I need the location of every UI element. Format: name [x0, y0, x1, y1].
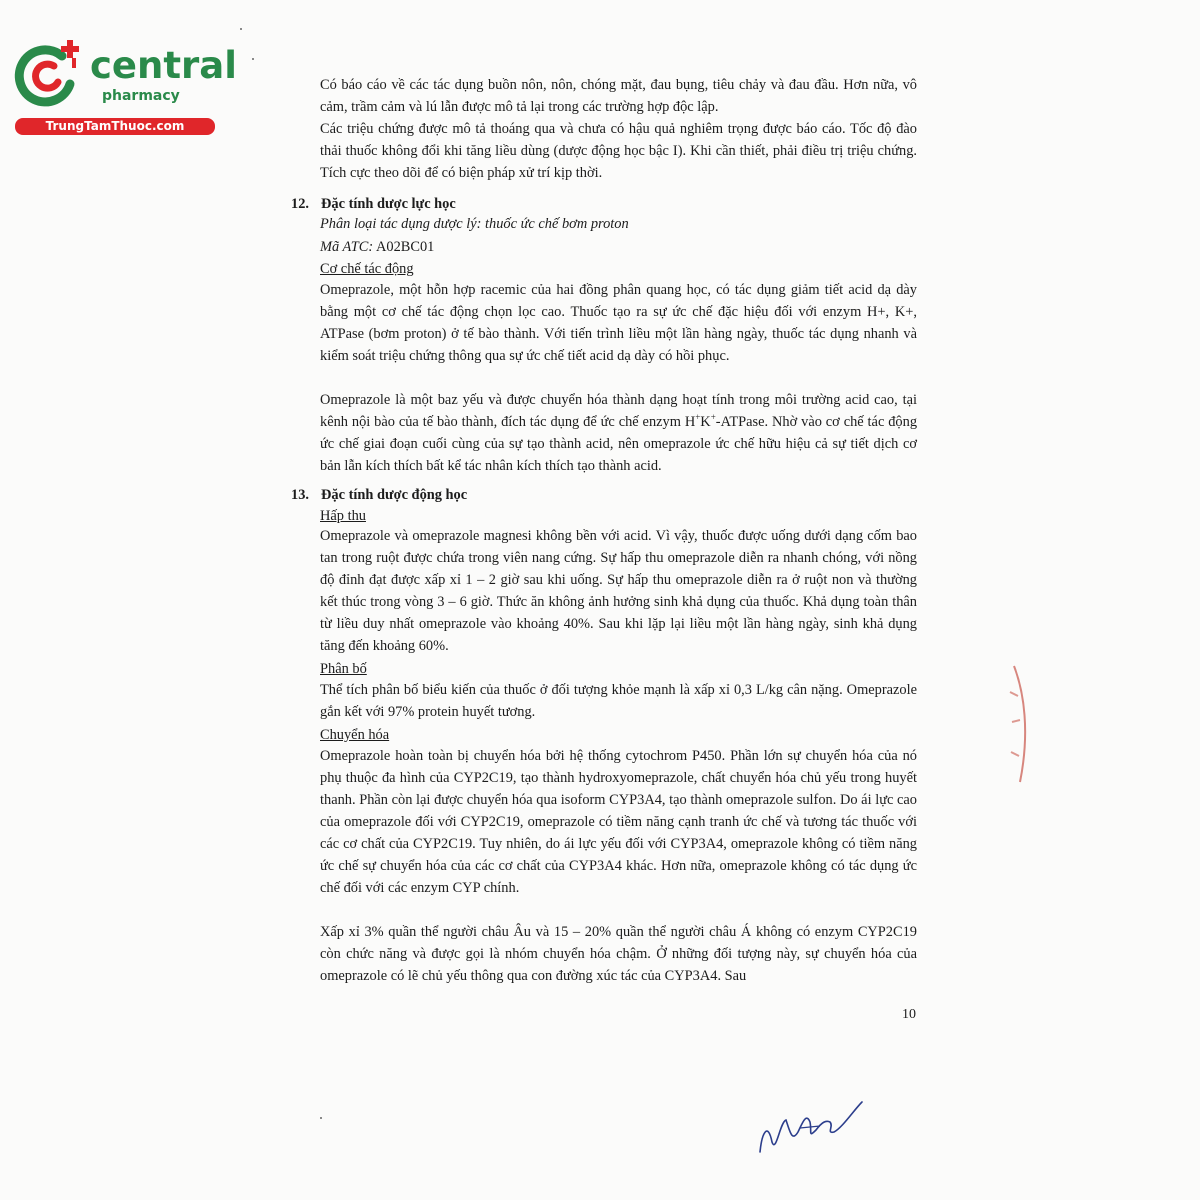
superscript-plus: + [710, 412, 716, 423]
brand-subtitle: pharmacy [102, 88, 180, 104]
mechanism-subheading: Cơ chế tác động [320, 261, 414, 277]
atc-code-line [320, 236, 434, 258]
scan-speck [240, 28, 242, 30]
metabolism-subheading: Chuyển hóa [320, 727, 390, 743]
brand-website[interactable]: TrungTamThuoc.com [15, 118, 215, 135]
red-stamp-fragment [1008, 662, 1038, 787]
scan-speck [320, 1117, 322, 1119]
brand-logo[interactable] [10, 36, 237, 136]
scan-speck [252, 58, 254, 60]
section-12-heading [291, 193, 456, 215]
overdose-paragraph-2: Các triệu chứng được mô tả thoáng qua và chưa có hậu quả nghiêm trọng được báo cáo. Tốc độ đào thải thuốc không đổi khi tăng liều dùng (dược động học bậc I). Khi cần thiết, phải điều trị triệu chứng. Tích cực theo dõi để có biện pháp xử trí kịp thời. [320, 121, 917, 181]
atc-code: A02BC01 [375, 239, 435, 255]
mechanism-paragraph-2 [320, 389, 917, 477]
pharmacological-classification: Phân loại tác dụng dược lý: thuốc ức chế bơm proton [320, 216, 629, 232]
distribution-subheading: Phân bố [320, 661, 367, 677]
mechanism-text-part: -ATPase. Nhờ vào cơ chế tác động ức chế giai đoạn cuối cùng của sự tạo thành acid, nên omeprazole ức chế hữu hiệu cả sự tiết dịch cơ bản lẫn kích thích bất kể tác nhân kích thích tạo thành acid. [320, 414, 918, 474]
page-number: 10 [902, 1007, 916, 1022]
metabolism-paragraph-1: Omeprazole hoàn toàn bị chuyển hóa bởi hệ thống cytochrom P450. Phần lớn sự chuyển hóa của nó phụ thuộc đa hình của CYP2C19, tạo thành hydroxyomeprazole, chất chuyển hóa chủ yếu trong huyết thanh. Phần còn lại được chuyển hóa qua isoform CYP3A4, tạo thành omeprazole sulfon. Do ái lực cao của omeprazole đối với CYP2C19, omeprazole có tiềm năng cạnh tranh ức chế và tương tác thuốc với các cơ chất của CYP2C19. Tuy nhiên, do ái lực yếu đối với CYP3A4, omeprazole không có tiềm năng ức chế sự chuyển hóa của các cơ chất của CYP3A4 khác. Hơn nữa, omeprazole không có tác dụng ức chế đối với các enzym CYP chính. [320, 748, 917, 896]
handwritten-signature [750, 1092, 870, 1162]
brand-name: central [90, 44, 237, 87]
mechanism-text-part: K [700, 414, 711, 430]
section-number: 13. [291, 487, 309, 503]
section-title: Đặc tính dược động học [321, 487, 468, 503]
mechanism-text-part: Omeprazole là một baz yếu và được chuyển hóa thành dạng hoạt tính trong môi trường acid cao, tại kênh nội bào của tế bào thành, đích tác dụng để ức chế enzym H [320, 392, 917, 430]
mechanism-paragraph-1: Omeprazole, một hỗn hợp racemic của hai đồng phân quang học, có tác dụng giảm tiết acid dạ dày bằng một cơ chế tác động chọn lọc cao. Thuốc tạo ra sự ức chế đặc hiệu đối với enzym H+, K+, ATPase (bơm proton) ở tế bào thành. Với tiến trình liều một lần hàng ngày, thuốc tác dụng nhanh và kiểm soát triệu chứng thông qua sự ức chế tiết acid dạ dày có hồi phục. [320, 282, 917, 364]
absorption-paragraph: Omeprazole và omeprazole magnesi không bền với acid. Vì vậy, thuốc được uống dưới dạng cốm bao tan trong ruột được chứa trong viên nang cứng. Sự hấp thu omeprazole diễn ra nhanh chóng, với nồng độ đỉnh đạt được xấp xỉ 1 – 2 giờ sau khi uống. Sự hấp thu omeprazole diễn ra ở ruột non và thường kết thúc trong vòng 3 – 6 giờ. Thức ăn không ảnh hưởng sinh khả dụng của thuốc. Khả dụng toàn thân từ liều duy nhất omeprazole vào khoảng 40%. Sau khi lặp lại liều một lần hàng ngày, sinh khả dụng tăng đến khoảng 60%. [320, 528, 917, 654]
metabolism-paragraph-2: Xấp xỉ 3% quần thể người châu Âu và 15 – 20% quần thể người châu Á không có enzym CYP2C19 còn chức năng và được gọi là nhóm chuyển hóa chậm. Ở những đối tượng này, sự chuyển hóa của omeprazole có lẽ chủ yếu thông qua con đường xúc tác của CYP3A4. Sau [320, 924, 917, 984]
distribution-paragraph: Thể tích phân bố biểu kiến của thuốc ở đối tượng khỏe mạnh là xấp xỉ 0,3 L/kg cân nặng. Omeprazole gắn kết với 97% protein huyết tương. [320, 682, 917, 720]
section-title: Đặc tính dược lực học [321, 196, 456, 212]
section-number: 12. [291, 196, 309, 212]
section-13-heading [291, 484, 467, 506]
overdose-paragraph-1: Có báo cáo về các tác dụng buồn nôn, nôn, chóng mặt, đau bụng, tiêu chảy và đau đầu. Hơn nữa, vô cảm, trầm cảm và lú lẫn được mô tả lại trong các trường hợp độc lập. [320, 77, 917, 115]
absorption-subheading: Hấp thu [320, 508, 366, 524]
pharmacy-cross-icon [10, 36, 90, 116]
superscript-plus: + [695, 412, 701, 423]
atc-label: Mã ATC: [320, 239, 374, 255]
